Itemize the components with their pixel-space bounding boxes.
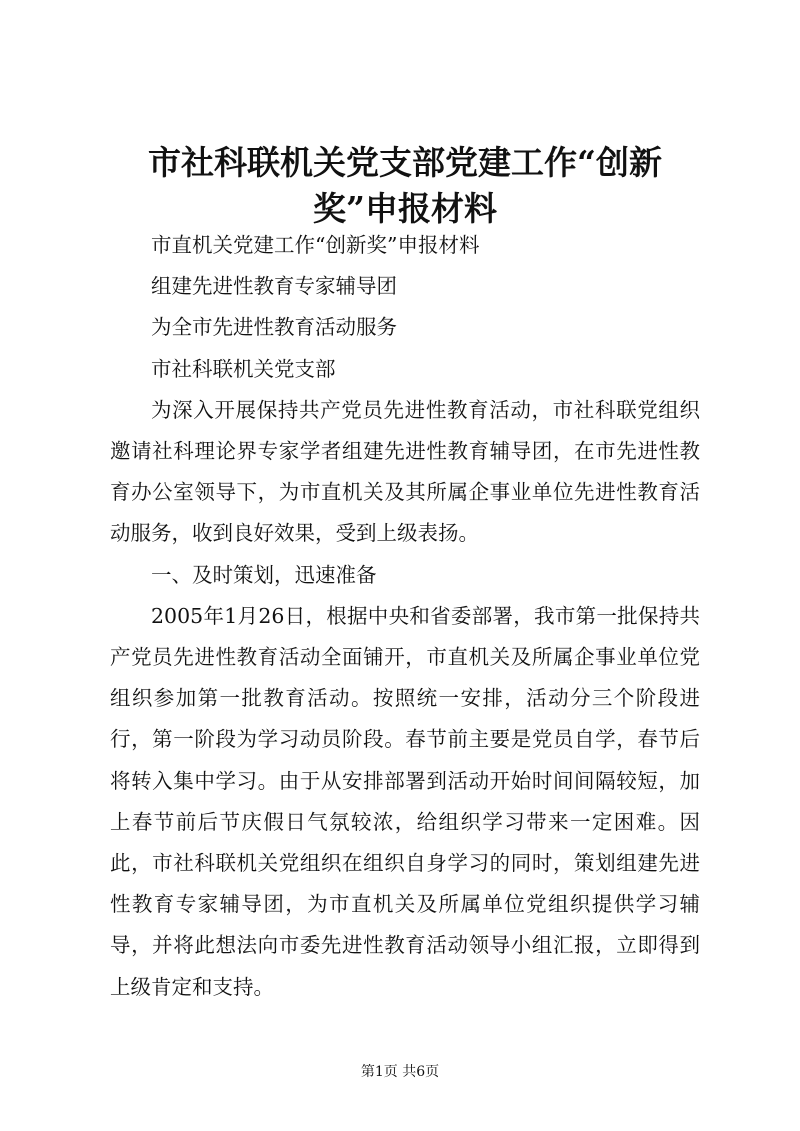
paragraph-intro: 为深入开展保持共产党员先进性教育活动，市社科联党组织邀请社科理论界专家学者组建先进性教育辅导团，在市先进性教育办公室领导下，为市直机关及其所属企事业单位先进性教育活动服务，收到良好效果，受到上级表扬。 bbox=[110, 397, 700, 546]
paragraph-heading-2: 为全市先进性教育活动服务 bbox=[151, 315, 397, 340]
document-body bbox=[110, 225, 700, 1008]
paragraph-heading-1: 组建先进性教育专家辅导团 bbox=[151, 274, 397, 299]
paragraph-subtitle: 市直机关党建工作“创新奖”申报材料 bbox=[151, 233, 480, 257]
paragraph-body: 2005年1月26日，根据中央和省委部署，我市第一批保持共产党员先进性教育活动全面铺开，市直机关及所属企事业单位党组织参加第一批教育活动。按照统一安排，活动分三个阶段进行，第一阶段为学习动员阶段。春节前主要是党员自学，春节后将转入集中学习。由于从安排部署到活动开始时间间隔较短，加上春节前后节庆假日气氛较浓，给组织学习带来一定困难。因此，市社科联机关党组织在组织自身学习的同时，策划组建先进性教育专家辅导团，为市直机关及所属单位党组织提供学习辅导，并将此想法向市委先进性教育活动领导小组汇报，立即得到上级肯定和支持。 bbox=[110, 603, 700, 999]
paragraph-author: 市社科联机关党支部 bbox=[151, 356, 336, 381]
document-title: 市社科联机关党支部党建工作“创新奖”申报材料 bbox=[148, 143, 662, 228]
section-heading: 一、及时策划，迅速准备 bbox=[151, 562, 377, 587]
page-number: 第1页 共6页 bbox=[360, 1064, 440, 1080]
